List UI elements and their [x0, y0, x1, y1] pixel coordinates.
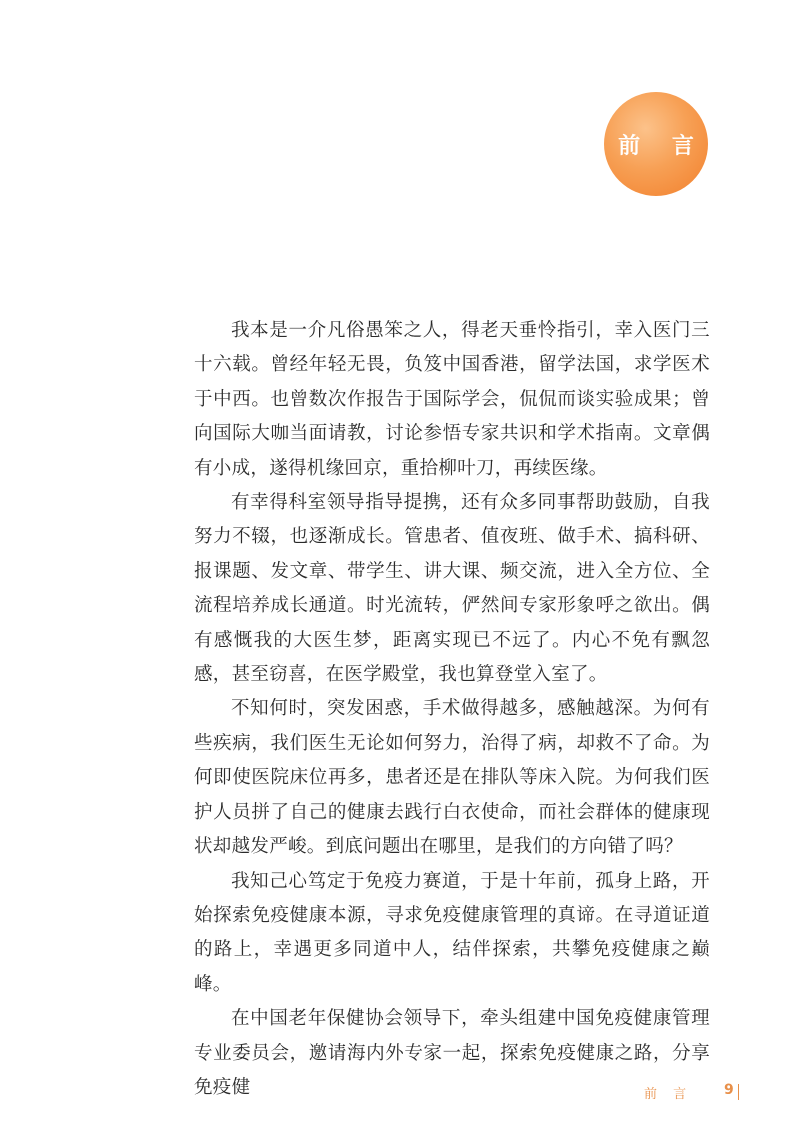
footer-section-title: 前 言: [644, 1087, 693, 1102]
page-number: 9: [724, 1082, 734, 1098]
paragraph: 有幸得科室领导指导提携，还有众多同事帮助鼓励，自我努力不辍，也逐渐成长。管患者、值夜班、做手术、搞科研、报课题、发文章、带学生、讲大课、频交流，进入全方位、全流程培养成长通道。时光流转，俨然间专家形象呼之欲出。偶有感慨我的大医生梦，距离实现已不远了。内心不免有飘忽感，甚至窃喜，在医学殿堂，我也算登堂入室了。: [194, 492, 710, 686]
paragraph: 我本是一介凡俗愚笨之人，得老天垂怜指引，幸入医门三十六载。曾经年轻无畏，负笈中国香港，留学法国，求学医术于中西。也曾数次作报告于国际学会，侃侃而谈实验成果；曾向国际大咖当面请教，讨论参悟专家共识和学术指南。文章偶有小成，遂得机缘回京，重拾柳叶刀，再续医缘。: [194, 320, 710, 479]
footer-divider: [738, 1084, 739, 1100]
section-title-badge: [604, 92, 708, 196]
page-footer: [600, 1083, 760, 1103]
body-text: [194, 314, 710, 1105]
paragraph: 在中国老年保健协会领导下，牵头组建中国免疫健康管理专业委员会，邀请海内外专家一起，探索免疫健康之路，分享免疫健: [194, 1008, 710, 1098]
section-title: 前 言: [618, 133, 706, 159]
paragraph: 不知何时，突发困惑，手术做得越多，感触越深。为何有些疾病，我们医生无论如何努力，治得了病，却救不了命。为何即使医院床位再多，患者还是在排队等床入院。为何我们医护人员拼了自己的健康去践行白衣使命，而社会群体的健康现状却越发严峻。到底问题出在哪里，是我们的方向错了吗？: [194, 698, 710, 858]
paragraph: 我知己心笃定于免疫力赛道，于是十年前，孤身上路，开始探索免疫健康本源，寻求免疫健康管理的真谛。在寻道证道的路上，幸遇更多同道中人，结伴探索，共攀免疫健康之巅峰。: [194, 870, 710, 995]
